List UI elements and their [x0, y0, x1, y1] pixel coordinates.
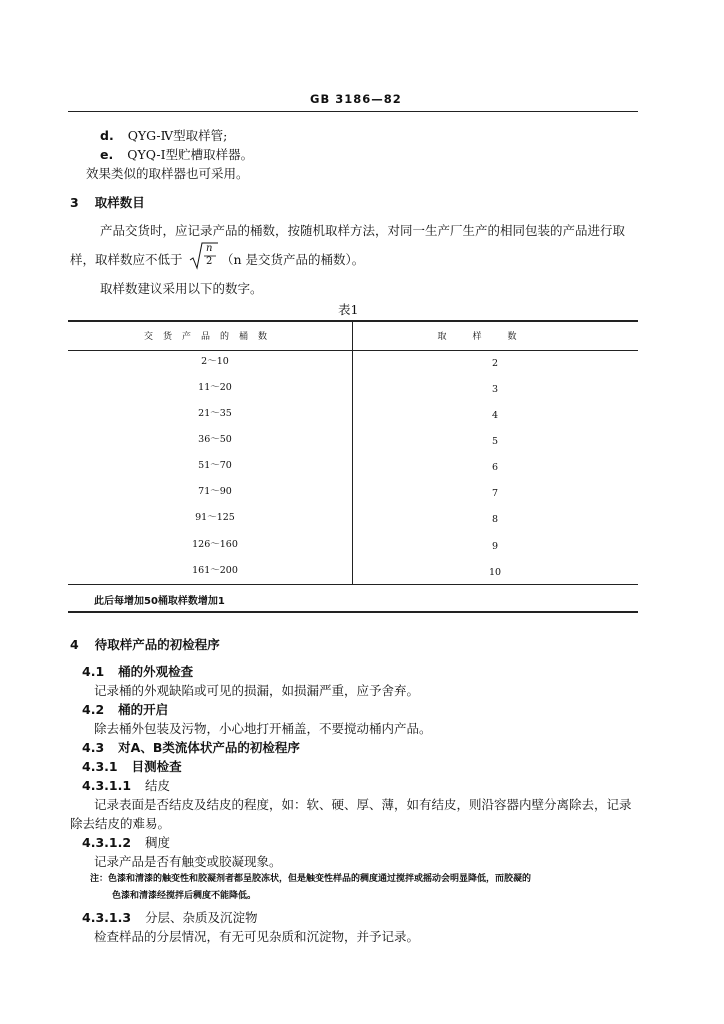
s4-3-1-3-num: 4.3.1.3	[82, 910, 132, 925]
s4-3-1-2-title: 稠度	[145, 835, 171, 850]
section3-para1-suffix: （n 是交货产品的桶数）。	[221, 252, 365, 267]
s4-3-1-1-title: 结皮	[145, 778, 171, 793]
s4-3-title: 对A、B类流体状产品的初检程序	[118, 740, 300, 755]
item-e-label: e.	[100, 147, 114, 162]
s4-1-num: 4.1	[82, 664, 105, 679]
row-range: 36～50	[198, 434, 232, 445]
s4-3-1-1-heading	[82, 778, 170, 794]
header-rule	[68, 111, 638, 112]
table-col2-header: 取样数	[437, 332, 543, 342]
row-range: 51～70	[198, 460, 232, 471]
section3-heading	[70, 195, 145, 211]
s4-3-1-2-heading	[82, 835, 170, 851]
table-bottom-rule	[68, 611, 638, 613]
s4-3-1-2-note-line2: 色漆和清漆经搅拌后稠度不能降低。	[112, 891, 257, 901]
row-range: 11～20	[198, 382, 232, 393]
table-caption: 表1	[338, 302, 359, 317]
section4-title: 待取样产品的初检程序	[94, 637, 220, 652]
item-d-label: d.	[100, 128, 114, 143]
section3-para1-line2	[70, 252, 183, 268]
s4-2-heading	[82, 702, 168, 718]
row-count: 10	[488, 567, 502, 578]
row-count: 4	[491, 410, 499, 421]
section4-num: 4	[70, 637, 79, 652]
s4-3-1-title: 目测检查	[131, 759, 182, 774]
s4-1-heading	[82, 664, 193, 680]
row-count: 9	[491, 541, 499, 552]
item-d	[100, 128, 227, 144]
row-range: 91～125	[195, 512, 235, 523]
section4-heading	[70, 637, 220, 653]
section3-title: 取样数目	[94, 195, 145, 210]
s4-3-1-3-text: 检查样品的分层情况，有无可见杂质和沉淀物，并予记录。	[94, 929, 420, 944]
s4-3-1-1-line2: 除去结皮的难易。	[70, 816, 171, 831]
section3-para1-prefix: 样，取样数应不低于	[70, 252, 183, 267]
s4-2-num: 4.2	[82, 702, 105, 717]
section3-num: 3	[70, 195, 79, 210]
row-count: 6	[491, 462, 499, 473]
item-e	[100, 147, 253, 163]
row-range: 71～90	[198, 486, 232, 497]
s4-3-1-1-num: 4.3.1.1	[82, 778, 132, 793]
item-similar: 效果类似的取样器也可采用。	[86, 166, 249, 181]
item-e-text: QYQ-Ⅰ型贮槽取样器。	[127, 147, 254, 162]
s4-3-1-3-heading	[82, 910, 258, 926]
row-range: 126～160	[192, 539, 238, 550]
s4-3-1-1-line1: 记录表面是否结皮及结皮的程度，如：软、硬、厚、薄，如有结皮，则沿容器内壁分离除去，记录	[94, 797, 632, 812]
row-count: 7	[491, 488, 499, 499]
formula-denominator: 2	[206, 256, 213, 267]
row-count: 5	[491, 436, 499, 447]
s4-2-text: 除去桶外包装及污物，小心地打开桶盖，不要搅动桶内产品。	[94, 721, 432, 736]
s4-3-heading	[82, 740, 300, 756]
s4-3-1-2-text: 记录产品是否有触变或胶凝现象。	[94, 854, 282, 869]
table-footer-note: 此后每增加50桶取样数增加1	[94, 596, 225, 607]
doc-number: GB 3186—82	[310, 92, 402, 106]
s4-3-1-heading	[82, 759, 182, 775]
section3-para2: 取样数建议采用以下的数字。	[100, 281, 263, 296]
s4-3-1-3-title: 分层、杂质及沉淀物	[145, 910, 258, 925]
section3-para1-line1: 产品交货时，应记录产品的桶数，按随机取样方法，对同一生产厂生产的相同包装的产品进行取	[100, 223, 626, 238]
table-col1-header: 交货产品的桶数	[143, 332, 277, 342]
formula-numerator: n	[206, 243, 213, 254]
s4-3-num: 4.3	[82, 740, 105, 755]
table-top-rule	[68, 320, 638, 322]
s4-3-1-num: 4.3.1	[82, 759, 118, 774]
item-d-text: QYG-Ⅳ型取样管;	[127, 128, 228, 143]
s4-3-1-2-note-line1: 注：色漆和清漆的触变性和胶凝剂者都呈胶冻状，但是触变性样品的稠度通过搅拌或摇动会明显降低，而胶凝的	[90, 874, 532, 884]
s4-3-1-2-num: 4.3.1.2	[82, 835, 132, 850]
row-count: 8	[491, 514, 499, 525]
row-count: 2	[491, 358, 499, 369]
row-range: 161～200	[192, 565, 238, 576]
table-header-rule	[68, 350, 638, 351]
s4-2-title: 桶的开启	[118, 702, 169, 717]
row-range: 21～35	[198, 408, 232, 419]
s4-1-title: 桶的外观检查	[118, 664, 194, 679]
s4-1-text: 记录桶的外观缺陷或可见的损漏，如损漏严重，应予舍弃。	[94, 683, 420, 698]
table-footer-rule	[68, 584, 638, 585]
row-range: 2～10	[201, 356, 229, 367]
row-count: 3	[491, 384, 499, 395]
sqrt-formula-icon	[189, 241, 219, 271]
table-column-divider	[352, 320, 353, 584]
